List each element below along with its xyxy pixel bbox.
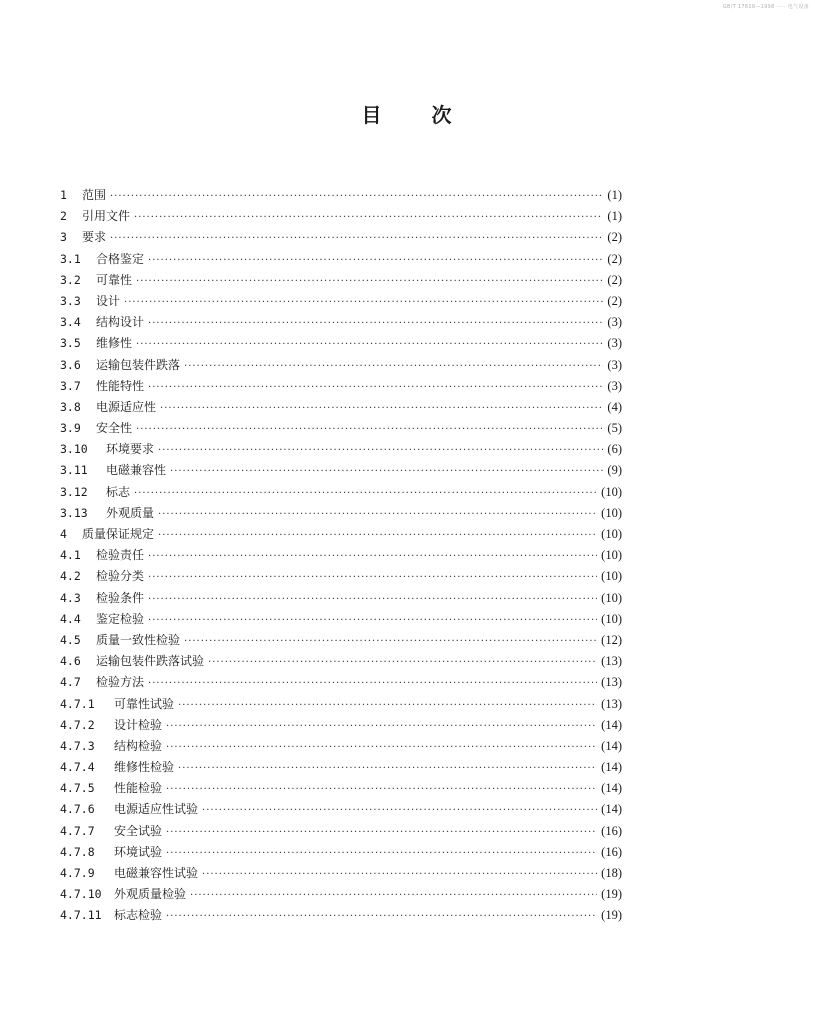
toc-dot-leader [184,356,603,377]
toc-entry[interactable] [60,185,622,206]
toc-entry-number: 4.3 [60,590,81,605]
toc-entry[interactable] [60,503,622,524]
toc-entry-label: 性能特性 [96,378,145,393]
toc-entry[interactable] [60,545,622,566]
toc-entry[interactable] [60,355,622,376]
toc-entry[interactable] [60,821,622,842]
toc-entry-page: (4) [607,399,622,414]
toc-entry-number: 4.7.11 [60,908,102,923]
toc-entry[interactable] [60,206,622,227]
toc-entry-page: (13) [601,654,622,669]
toc-entry-label: 检验责任 [96,548,145,563]
toc-entry-page: (14) [601,738,622,753]
toc-entry-number: 2 [60,209,67,224]
toc-entry-page: (3) [607,315,622,330]
toc-entry-label: 检验分类 [96,569,145,584]
toc-entry-label: 维修性检验 [114,760,175,775]
toc-entry[interactable] [60,905,622,926]
toc-dot-leader [158,440,603,461]
toc-dot-leader [148,377,603,398]
toc-entry[interactable] [60,863,622,884]
toc-entry-number: 3.11 [60,463,88,478]
toc-entry-page: (10) [601,548,622,563]
toc-entry-label: 电源适应性 [96,399,157,414]
toc-entry-label: 范围 [82,188,107,202]
toc-dot-leader [136,334,603,355]
toc-entry-label: 可靠性试验 [114,696,175,711]
toc-entry-number: 4.7.6 [60,802,95,817]
toc-entry-page: (2) [607,272,622,287]
toc-entry-label: 要求 [82,230,107,245]
toc-entry-number: 4.7 [60,675,81,690]
toc-dot-leader [148,673,597,694]
toc-dot-leader [190,885,597,906]
toc-entry-number: 4.7.5 [60,781,95,796]
toc-entry-page: (14) [601,717,622,732]
toc-entry-label: 环境试验 [114,844,163,859]
toc-dot-leader [166,843,597,864]
toc-entry-label: 鉴定检验 [96,611,145,626]
toc-dot-leader [202,800,597,821]
toc-dot-leader [166,779,597,800]
toc-entry-page: (10) [601,590,622,605]
toc-entry[interactable] [60,651,622,672]
toc-dot-leader [158,504,597,525]
toc-entry-label: 外观质量检验 [114,887,187,902]
toc-entry[interactable] [60,672,622,693]
toc-entry[interactable] [60,588,622,609]
toc-entry[interactable] [60,842,622,863]
toc-entry[interactable] [60,227,622,248]
corner-mark: GB/T 17618—1998 ····· 电气设备 [722,4,809,10]
toc-entry[interactable] [60,799,622,820]
toc-entry-page: (10) [601,527,622,541]
toc-entry[interactable] [60,291,622,312]
toc-dot-leader [148,567,597,588]
toc-entry-label: 合格鉴定 [96,251,145,266]
toc-entry-page: (10) [601,611,622,626]
toc-entry[interactable] [60,566,622,587]
toc-dot-leader [166,716,597,737]
toc-entry[interactable] [60,249,622,270]
toc-entry-number: 4.1 [60,548,81,563]
toc-entry-number: 3.2 [60,272,81,287]
toc-entry-label: 检验条件 [96,590,145,605]
toc-entry-number: 3.7 [60,378,81,393]
toc-dot-leader [170,461,603,482]
toc-entry-number: 4.7.3 [60,738,95,753]
toc-entry-number: 4.6 [60,654,81,669]
toc-entry[interactable] [60,376,622,397]
toc-entry-page: (14) [601,781,622,796]
toc-entry[interactable] [60,736,622,757]
toc-dot-leader [110,228,603,249]
toc-dot-leader [184,631,597,652]
toc-entry-label: 设计 [96,293,121,308]
toc-entry-label: 结构设计 [96,315,145,330]
toc-entry-label: 可靠性 [96,272,133,287]
toc-entry-number: 3.5 [60,336,81,351]
toc-entry-number: 4.7.1 [60,696,95,711]
toc-entry[interactable] [60,270,622,291]
toc-entry[interactable] [60,333,622,354]
toc-entry-number: 4.7.7 [60,823,95,838]
toc-entry-number: 4.7.4 [60,760,95,775]
toc-entry[interactable] [60,524,622,545]
toc-entry-label: 引用文件 [82,209,131,224]
toc-entry[interactable] [60,884,622,905]
toc-dot-leader [110,186,603,207]
toc-entry-label: 电源适应性试验 [114,802,199,817]
toc-entry-number: 3.13 [60,505,88,520]
toc-dot-leader [148,250,603,271]
toc-entry-page: (16) [601,844,622,859]
toc-entry-page: (1) [607,209,622,224]
toc-entry-number: 3.9 [60,421,81,436]
toc-entry-label: 外观质量 [106,505,155,520]
toc-entry-label: 电磁兼容性 [106,463,167,478]
toc-entry-page: (3) [607,378,622,393]
table-of-contents [60,185,622,927]
toc-entry-page: (12) [601,632,622,647]
toc-entry-number: 3.4 [60,315,81,330]
toc-entry-number: 3.3 [60,293,81,308]
toc-entry-page: (5) [607,421,622,436]
title-char-1: 目 [361,103,384,128]
toc-entry-label: 安全试验 [114,823,163,838]
toc-entry-page: (13) [601,675,622,690]
toc-dot-leader [148,313,603,334]
toc-dot-leader [178,695,597,716]
toc-entry-number: 3.8 [60,399,81,414]
toc-entry-page: (2) [607,230,622,245]
toc-entry-page: (19) [601,908,622,923]
toc-dot-leader [124,292,603,313]
toc-entry-label: 质量一致性检验 [96,632,181,647]
toc-entry-page: (9) [607,463,622,478]
toc-entry-label: 运输包装件跌落 [96,357,181,372]
toc-entry-page: (3) [607,357,622,372]
toc-entry-page: (18) [601,866,622,880]
toc-dot-leader [148,610,597,631]
toc-entry-label: 检验方法 [96,675,145,690]
toc-dot-leader [136,419,603,440]
toc-entry[interactable] [60,439,622,460]
toc-dot-leader [134,483,597,504]
toc-entry-number: 4.4 [60,611,81,626]
toc-dot-leader [202,864,597,885]
toc-entry[interactable] [60,312,622,333]
toc-entry[interactable] [60,694,622,715]
page-title [0,99,815,128]
toc-dot-leader [178,758,597,779]
toc-entry-number: 3 [60,230,67,245]
toc-dot-leader [136,271,603,292]
toc-entry-page: (13) [601,696,622,711]
toc-entry-number: 3.6 [60,357,81,372]
toc-entry-page: (14) [601,802,622,817]
toc-entry-page: (10) [601,484,622,499]
toc-entry-page: (10) [601,569,622,584]
toc-entry-number: 4.7.8 [60,844,95,859]
toc-entry-page: (14) [601,760,622,775]
toc-entry-page: (3) [607,336,622,351]
toc-entry-page: (19) [601,887,622,902]
toc-entry-number: 4.2 [60,569,81,584]
toc-entry-page: (2) [607,293,622,308]
toc-entry-label: 标志检验 [114,908,163,923]
toc-entry-number: 1 [60,188,67,202]
toc-entry-label: 运输包装件跌落试验 [96,654,205,669]
toc-entry-label: 质量保证规定 [82,527,155,541]
toc-dot-leader [166,737,597,758]
toc-entry[interactable] [60,609,622,630]
toc-dot-leader [148,546,597,567]
toc-entry-label: 结构检验 [114,738,163,753]
toc-dot-leader [134,207,603,228]
toc-entry[interactable] [60,757,622,778]
toc-entry[interactable] [60,630,622,651]
toc-entry-label: 电磁兼容性试验 [114,866,199,880]
toc-entry-number: 3.10 [60,442,88,457]
toc-entry[interactable] [60,715,622,736]
toc-entry-number: 3.1 [60,251,81,266]
toc-dot-leader [166,906,597,927]
toc-entry-page: (2) [607,251,622,266]
toc-entry-number: 3.12 [60,484,88,499]
toc-dot-leader [208,652,597,673]
toc-entry-number: 4 [60,527,67,541]
toc-dot-leader [166,822,597,843]
toc-entry-page: (1) [607,188,622,202]
toc-dot-leader [160,398,603,419]
toc-entry-number: 4.7.9 [60,866,95,880]
toc-entry-label: 标志 [106,484,131,499]
toc-entry-number: 4.5 [60,632,81,647]
toc-dot-leader [158,525,597,546]
toc-entry-label: 环境要求 [106,442,155,457]
toc-entry-number: 4.7.2 [60,717,95,732]
toc-entry-page: (16) [601,823,622,838]
toc-entry[interactable] [60,482,622,503]
toc-entry-page: (10) [601,505,622,520]
toc-dot-leader [148,589,597,610]
toc-entry-number: 4.7.10 [60,887,102,902]
toc-entry[interactable] [60,460,622,481]
toc-entry[interactable] [60,418,622,439]
title-char-2: 次 [431,103,454,128]
toc-entry-page: (6) [607,442,622,457]
toc-entry-label: 维修性 [96,336,133,351]
toc-entry-label: 安全性 [96,421,133,436]
toc-entry[interactable] [60,778,622,799]
toc-entry[interactable] [60,397,622,418]
toc-entry-label: 性能检验 [114,781,163,796]
toc-entry-label: 设计检验 [114,717,163,732]
